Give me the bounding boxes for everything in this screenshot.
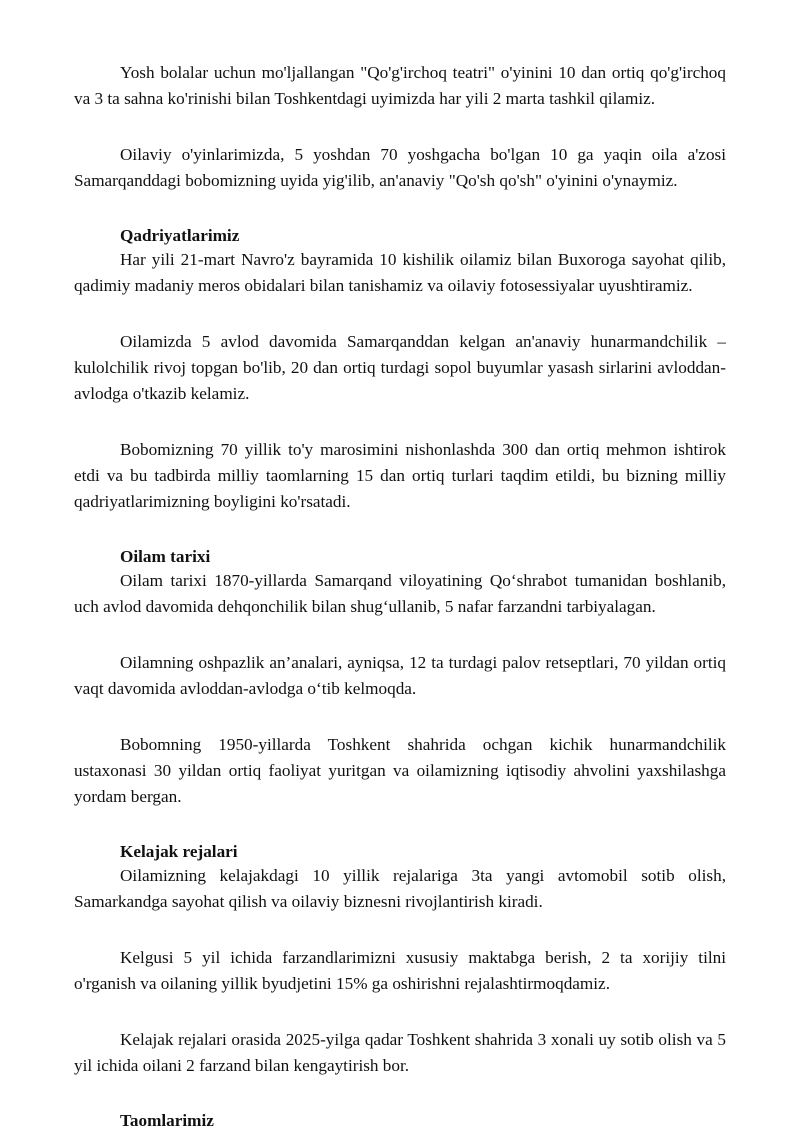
paragraph-kelajak-2: Kelgusi 5 yil ichida farzandlarimizni xususiy maktabga berish, 2 ta xorijiy tilni o'rganish va oilaning yillik byudjetini 15% ga oshirishni rejalashtirmoqdamiz. — [74, 948, 726, 993]
paragraph-kelajak-1: Oilamizning kelajakdagi 10 yillik rejalariga 3ta yangi avtomobil sotib olish, Samarkandga sayohat qilish va oilaviy biznesni rivojlantirish kiradi. — [74, 866, 726, 911]
paragraph-intro-2: Oilaviy o'yinlarimizda, 5 yoshdan 70 yoshgacha bo'lgan 10 ga yaqin oila a'zosi Samarqanddagi bobomizning uyida yig'ilib, an'anaviy "Qo'sh qo'sh" o'yinini o'ynaymiz. — [74, 145, 726, 190]
paragraph-tarix-2: Oilamning oshpazlik an’analari, ayniqsa, 12 ta turdagi palov retseptlari, 70 yildan ortiq vaqt davomida avloddan-avlodga o‘tib kelmoqda. — [74, 653, 726, 698]
section-heading-qadriyatlarimiz: Qadriyatlarimiz — [120, 226, 240, 245]
section-heading-taomlarimiz: Taomlarimiz — [120, 1111, 214, 1130]
paragraph-kelajak-3: Kelajak rejalari orasida 2025-yilga qadar Toshkent shahrida 3 xonali uy sotib olish va 5 yil ichida oilani 2 farzand bilan kengaytirish bor. — [74, 1030, 726, 1075]
section-heading-kelajak-rejalari: Kelajak rejalari — [120, 842, 238, 861]
section-heading-oilam-tarixi: Oilam tarixi — [120, 547, 211, 566]
document-page — [74, 60, 726, 1132]
paragraph-qadriyatlar-1: Har yili 21-mart Navro'z bayramida 10 kishilik oilamiz bilan Buxoroga sayohat qilib, qadimiy madaniy meros obidalari bilan tanishamiz va oilaviy fotosessiyalar uyushtiramiz. — [74, 250, 726, 295]
paragraph-intro-1: Yosh bolalar uchun mo'ljallangan "Qo'g'irchoq teatri" o'yinini 10 dan ortiq qo'g'irchoq va 3 ta sahna ko'rinishi bilan Toshkentdagi uyimizda har yili 2 marta tashkil qilamiz. — [74, 63, 726, 108]
paragraph-qadriyatlar-2: Oilamizda 5 avlod davomida Samarqanddan kelgan an'anaviy hunarmandchilik – kulolchilik rivoj topgan bo'lib, 20 dan ortiq turdagi sopol buyumlar yasash sirlarini avloddan-avlodga o'tkazib kelamiz. — [74, 332, 726, 403]
paragraph-tarix-1: Oilam tarixi 1870-yillarda Samarqand viloyatining Qo‘shrabot tumanidan boshlanib, uch avlod davomida dehqonchilik bilan shug‘ullanib, 5 nafar farzandni tarbiyalagan. — [74, 571, 726, 616]
paragraph-qadriyatlar-3: Bobomizning 70 yillik to'y marosimini nishonlashda 300 dan ortiq mehmon ishtirok etdi va bu tadbirda milliy taomlarning 15 dan ortiq turlari taqdim etildi, bu bizning milliy qadriyatlarimizning boyligini ko'rsatadi. — [74, 440, 726, 511]
paragraph-tarix-3: Bobomning 1950-yillarda Toshkent shahrida ochgan kichik hunarmandchilik ustaxonasi 30 yildan ortiq faoliyat yuritgan va oilamizning iqtisodiy ahvolini yaxshilashga yordam bergan. — [74, 735, 726, 806]
